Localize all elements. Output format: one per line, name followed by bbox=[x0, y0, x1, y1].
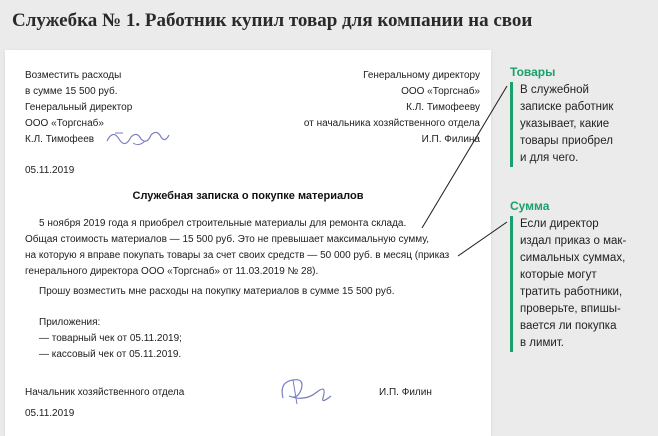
note-sum-line: тратить работники, bbox=[520, 286, 623, 298]
note-sum-line: проверьте, впишы- bbox=[520, 303, 621, 315]
note-sum-line: которые могут bbox=[520, 269, 597, 281]
note-goods-line: и для чего. bbox=[520, 152, 579, 164]
body-line-1: 5 ноября 2019 года я приобрел строительные материалы для ремонта склада. bbox=[39, 218, 407, 229]
attachment-item-2: — кассовый чек от 05.11.2019. bbox=[39, 349, 182, 360]
note-goods-line: товары приобрел bbox=[520, 135, 613, 147]
note-goods-line: указывает, какие bbox=[520, 118, 610, 130]
date-top: 05.11.2019 bbox=[25, 165, 75, 176]
body-line-4: генерального директора ООО «Торгснаб» от 11.03.2019 № 28). bbox=[25, 266, 319, 277]
footer-name: И.П. Филин bbox=[379, 387, 432, 398]
note-sum-title: Сумма bbox=[510, 199, 550, 213]
note-sum-line: вается ли покупка bbox=[520, 320, 617, 332]
note-goods-line: В служебной bbox=[520, 84, 589, 96]
body-request-line: Прошу возместить мне расходы на покупку материалов в сумме 15 500 руб. bbox=[39, 286, 395, 297]
footer-date: 05.11.2019 bbox=[25, 408, 75, 419]
note-goods bbox=[510, 65, 650, 167]
addressee-line-1: Генеральному директору bbox=[363, 70, 480, 81]
addressee-line-3: К.Л. Тимофееву bbox=[406, 102, 480, 113]
body-line-3: на которую я вправе покупать товары за счет своих средств — 50 000 руб. в месяц (приказ bbox=[25, 250, 450, 261]
pointer-goods bbox=[422, 86, 507, 228]
note-sum-line: симальных суммах, bbox=[520, 252, 626, 264]
note-sum-text bbox=[510, 216, 650, 352]
page-heading: Служебка № 1. Работник купил товар для компании на свои bbox=[12, 10, 533, 31]
note-sum-line: в лимит. bbox=[520, 337, 564, 349]
note-sum bbox=[510, 199, 650, 352]
pointer-sum bbox=[458, 222, 507, 256]
approval-line-1: Возместить расходы bbox=[25, 70, 122, 81]
note-sum-line: издал приказ о мак- bbox=[520, 235, 627, 247]
note-goods-title: Товары bbox=[510, 65, 556, 79]
approval-line-3: Генеральный директор bbox=[25, 102, 133, 113]
addressee-line-2: ООО «Торгснаб» bbox=[401, 86, 480, 97]
memo-title: Служебная записка о покупке материалов bbox=[132, 190, 364, 202]
addressee-line-5: И.П. Филина bbox=[421, 134, 480, 145]
addressee-line-4: от начальника хозяйственного отдела bbox=[303, 118, 480, 129]
note-sum-line: Если директор bbox=[520, 218, 599, 230]
note-goods-line: записке работник bbox=[520, 101, 614, 113]
attachments-label: Приложения: bbox=[39, 317, 101, 328]
approval-line-4: ООО «Торгснаб» bbox=[25, 118, 104, 129]
approval-line-5: К.Л. Тимофеев bbox=[25, 134, 95, 145]
footer-position: Начальник хозяйственного отдела bbox=[25, 387, 185, 398]
note-goods-text bbox=[510, 82, 650, 167]
approval-line-2: в сумме 15 500 руб. bbox=[25, 86, 118, 97]
attachment-item-1: — товарный чек от 05.11.2019; bbox=[39, 333, 182, 344]
body-line-2: Общая стоимость материалов — 15 500 руб. Это не превышает максимальную сумму, bbox=[25, 234, 430, 245]
